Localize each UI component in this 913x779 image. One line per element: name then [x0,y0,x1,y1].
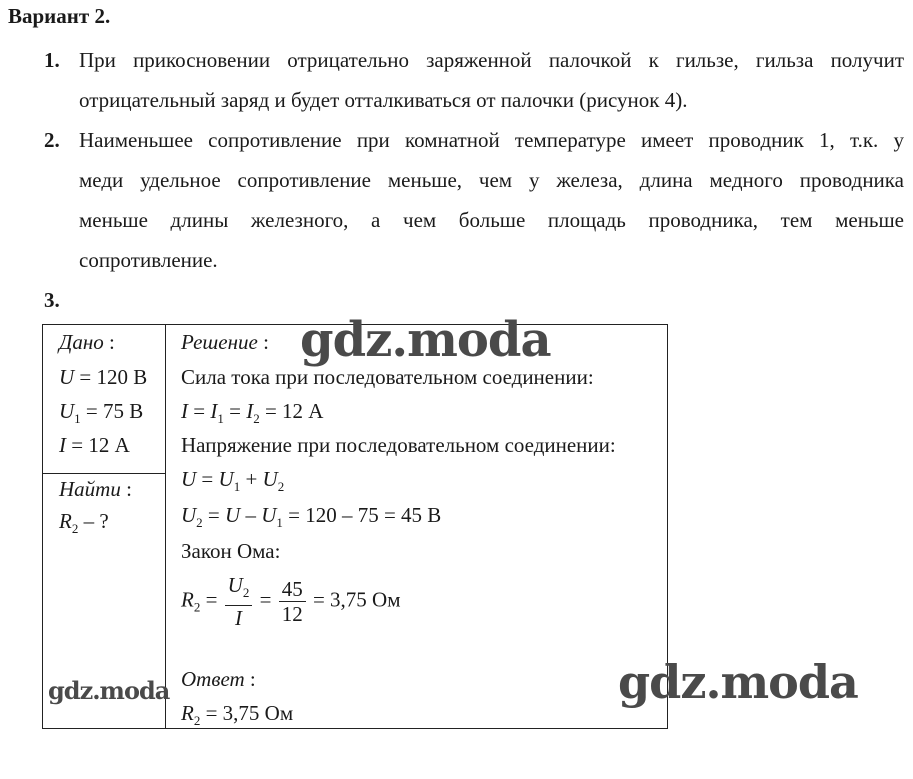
given-u1: $U_1 = 75$ В [59,399,144,426]
watermark: gdz.moda [300,312,551,368]
answer-text-line: меди удельное сопротивление меньше, чем у железа, длина медного проводника [79,168,904,192]
find-r2: $R_2$ – ? [59,509,109,536]
solution-heading: Решение : [181,330,269,354]
answer-text-line: сопротивление. [79,248,218,272]
find-heading: Найти : [59,477,132,501]
watermark: gdz.moda [48,676,170,705]
question-3-number: 3. [44,288,60,312]
watermark: gdz.moda [618,655,858,709]
answer-heading: Ответ : [181,667,256,691]
current-equation: $I = I_1 = I_2 = 12$ А [181,399,324,426]
answer-text-line: меньше длины железного, а чем больше площадь проводника, тем меньше [79,208,904,232]
series-voltage-text: Напряжение при последовательном соединении: [181,433,616,457]
page-title: Вариант 2. [8,4,111,28]
fraction-u2-over-i: $\frac{U_2}{I}$ [225,573,253,630]
fraction-45-over-12: $\frac{45}{12}$ [279,577,306,626]
r2-equation: $R_2$ = $\frac{U_2}{I}$ = $\frac{45}{12}$ = 3,75 Ом [181,573,401,630]
u2-equation: $U_2 = U - U_1 = 120 - 75 = 45$ В [181,503,442,530]
table-divider-vertical [165,325,166,728]
answer-number: 2. [44,128,60,152]
ohm-law-text: Закон Ома: [181,539,281,563]
answer-number: 1. [44,48,60,72]
given-u: U = 120 В [59,365,148,389]
voltage-equation: $U = U_1 + U_2$ [181,467,285,494]
table-divider-horizontal [43,473,165,474]
solution-table [42,324,668,729]
answer-text-line: Наименьшее сопротивление при комнатной температуре имеет проводник 1, т.к. у [79,128,904,152]
given-i: I = 12 А [59,433,130,457]
answer-text-line: При прикосновении отрицательно заряженной палочкой к гильзе, гильза получит [79,48,904,72]
series-current-text: Сила тока при последовательном соединении: [181,365,594,389]
answer-text-line: отрицательный заряд и будет отталкиваться от палочки (рисунок 4). [79,88,688,112]
given-heading: Дано : [59,330,115,354]
answer-value: $R_2 = 3,75$ Ом [181,701,294,728]
